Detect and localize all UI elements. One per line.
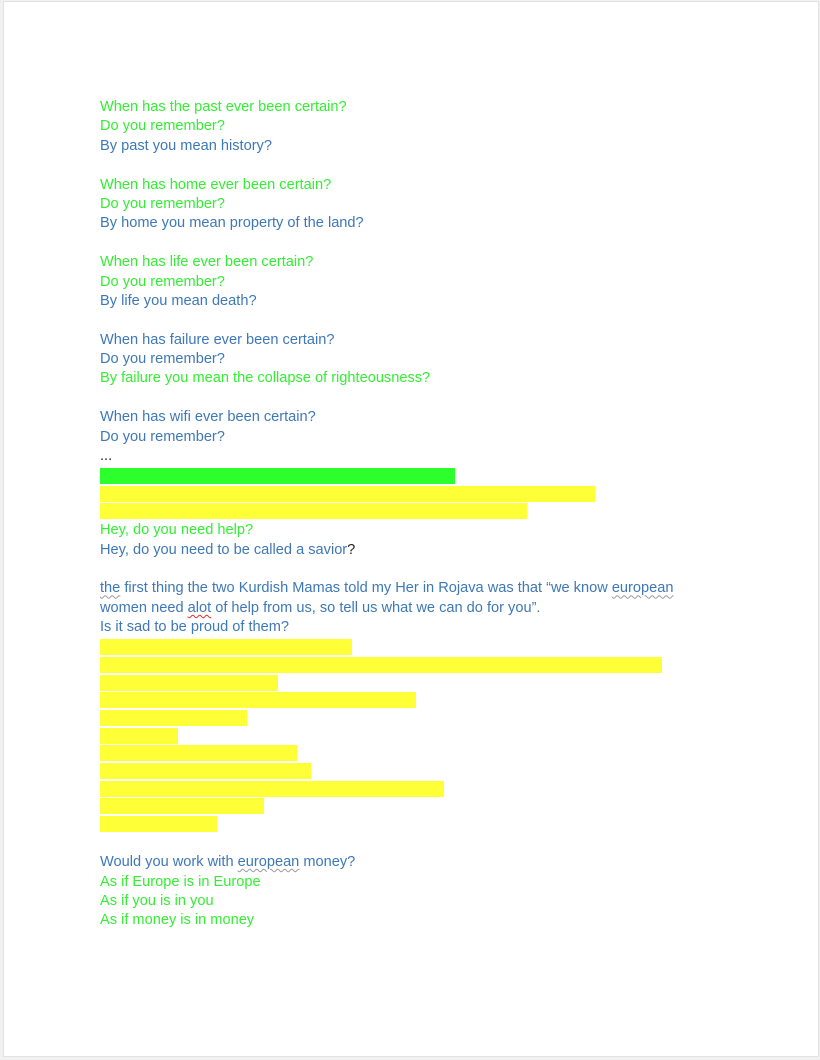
poem-line: When has home ever been certain? <box>100 176 332 193</box>
ellipsis-line: ... <box>100 448 113 465</box>
blank-line <box>100 834 700 853</box>
poem-line: When has failure ever been certain? <box>100 331 335 348</box>
yellow-highlight-bar <box>100 745 297 761</box>
poem-text: Hey, do you need to be called a savior <box>100 541 348 558</box>
poem-text: Would you work with <box>100 854 238 871</box>
yellow-highlight-bar <box>100 781 444 797</box>
poem-line: Do you remember? <box>100 195 225 212</box>
poem-line: As if you is in you <box>100 892 214 909</box>
yellow-highlight-bar <box>100 675 278 691</box>
paragraph-text: women need <box>100 599 188 616</box>
poem-line: By life you mean death? <box>100 292 257 309</box>
spellcheck-word: the <box>100 580 121 597</box>
paragraph-text: first thing the two Kurdish Mamas told my Her in Rojava was that “we know <box>120 580 612 597</box>
blank-line <box>100 311 700 330</box>
yellow-highlight-bar <box>100 798 264 814</box>
blank-line <box>100 560 700 579</box>
poem-line: Do you remember? <box>100 351 225 368</box>
yellow-highlight-bar <box>100 710 247 726</box>
yellow-highlight-bar <box>100 692 416 708</box>
spellcheck-word: european <box>237 854 300 871</box>
question-mark: ? <box>347 541 356 558</box>
paragraph-text: of help from us, so tell us what we can do for you”. <box>211 599 541 616</box>
poem-line: Is it sad to be proud of them? <box>100 619 290 636</box>
document-page <box>3 1 819 1057</box>
poem-line: By home you mean property of the land? <box>100 215 364 232</box>
yellow-highlight-bar <box>100 657 662 673</box>
poem-line: Do you remember? <box>100 428 225 445</box>
spellcheck-word: european <box>611 580 674 597</box>
yellow-highlight-bar <box>100 486 595 502</box>
yellow-highlight-bar <box>100 816 217 832</box>
poem-line: By past you mean history? <box>100 137 272 154</box>
poem-line: When has wifi ever been certain? <box>100 409 316 426</box>
document-body <box>100 98 700 931</box>
poem-line: When has life ever been certain? <box>100 254 314 271</box>
blank-line <box>100 389 700 408</box>
yellow-highlight-bar <box>100 728 178 744</box>
yellow-highlight-bar <box>100 639 352 655</box>
poem-line: As if Europe is in Europe <box>100 873 261 890</box>
paragraph <box>100 579 700 618</box>
poem-text: money? <box>299 854 356 871</box>
blank-line <box>100 234 700 253</box>
poem-line <box>100 541 700 560</box>
poem-line: Hey, do you need help? <box>100 522 254 539</box>
yellow-highlight-bar <box>100 503 527 519</box>
poem-line: When has the past ever been certain? <box>100 99 347 115</box>
spellcheck-word: alot <box>187 599 212 616</box>
poem-line: As if money is in money <box>100 912 255 929</box>
poem-line: By failure you mean the collapse of righteousness? <box>100 370 431 387</box>
poem-line: Do you remember? <box>100 118 225 135</box>
yellow-highlight-bar <box>100 763 311 779</box>
blank-line <box>100 156 700 175</box>
poem-line: Do you remember? <box>100 273 225 290</box>
green-highlight-bar <box>100 468 455 484</box>
poem-line <box>100 853 700 872</box>
